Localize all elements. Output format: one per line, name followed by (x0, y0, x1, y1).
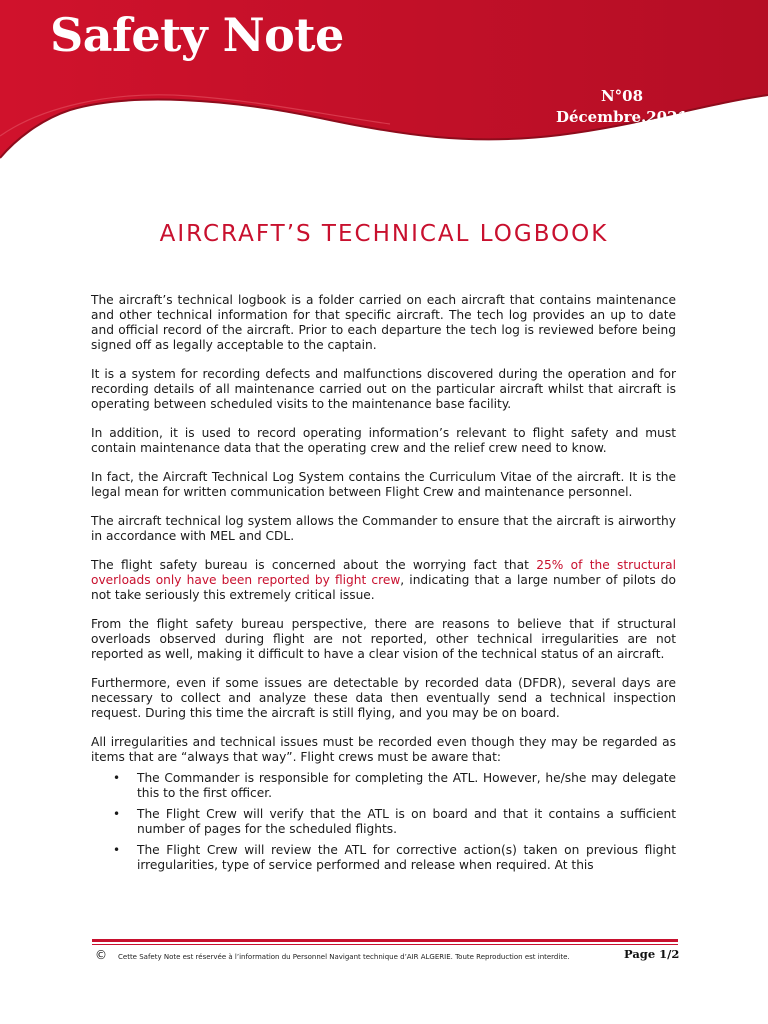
issue-info (556, 86, 688, 128)
highlighted-statistic: 25% of the structural overloads only have been reported by flight crew (91, 558, 676, 587)
paragraph-6-start: The flight safety bureau is concerned about the worrying fact that (91, 558, 537, 572)
paragraph-1: The aircraft’s technical logbook is a folder carried on each aircraft that contains maintenance and other technical information for that specific aircraft. The tech log provides an up to date and official record of the aircraft. Prior to each departure the tech log is reviewed before being signed off as legally acceptable to the captain. (91, 293, 676, 352)
list-item: • The Flight Crew will verify that the ATL is on board and that it contains a sufficient number of pages for the scheduled flights. (113, 807, 676, 836)
copyright-icon: © (95, 948, 107, 962)
footer-note: Cette Safety Note est réservée à l’information du Personnel Navigant technique d’AIR ALGERIE. Toute Reproduction est interdite. (118, 953, 570, 961)
list-item: • The Flight Crew will review the ATL for corrective action(s) taken on previous flight irregularities, type of service performed and release when required. At this (113, 843, 676, 872)
footer-divider-thin (92, 944, 678, 945)
bullet-icon: • (113, 807, 121, 821)
body-text (91, 293, 676, 879)
paragraph-9: All irregularities and technical issues must be recorded even though they may be regarded as items that are “always that way”. Flight crews must be aware that: (91, 735, 676, 764)
paragraph-7: From the flight safety bureau perspective, there are reasons to believe that if structural overloads observed during flight are not reported, other technical irregularities are not reported as well, making it difficult to have a clear vision of the technical status of an aircraft. (91, 617, 676, 661)
issue-number: N°08 (600, 87, 644, 105)
bullet-icon: • (113, 843, 121, 857)
brand-title: Safety Note (50, 8, 344, 62)
bullet-icon: • (113, 771, 121, 785)
document-title: AIRCRAFT’S TECHNICAL LOGBOOK (159, 221, 609, 247)
paragraph-6 (91, 558, 676, 603)
bullet-list (91, 771, 676, 873)
paragraph-5: The aircraft technical log system allows the Commander to ensure that the aircraft is airworthy in accordance with MEL and CDL. (91, 514, 676, 543)
issue-date: Décembre.2021 (555, 108, 688, 126)
footer-divider (92, 939, 678, 942)
paragraph-2: It is a system for recording defects and malfunctions discovered during the operation and for recording details of all maintenance carried out on the particular aircraft whilst that aircraft is operating between scheduled visits to the maintenance base facility. (91, 367, 676, 411)
list-item: • The Commander is responsible for completing the ATL. However, he/she may delegate this to the first officer. (113, 771, 676, 800)
paragraph-8: Furthermore, even if some issues are detectable by recorded data (DFDR), several days are necessary to collect and analyze these data then eventually send a technical inspection request. During this time the aircraft is still flying, and you may be on board. (91, 676, 676, 720)
paragraph-6-end: , indicating that a large number of pilots do not take seriously this extremely critical issue. (91, 573, 676, 602)
paragraph-3: In addition, it is used to record operating information’s relevant to flight safety and must contain maintenance data that the operating crew and the relief crew need to know. (91, 426, 676, 455)
paragraph-4: In fact, the Aircraft Technical Log System contains the Curriculum Vitae of the aircraft. It is the legal mean for written communication between Flight Crew and maintenance personnel. (91, 470, 676, 499)
page-number: Page 1/2 (624, 947, 680, 961)
